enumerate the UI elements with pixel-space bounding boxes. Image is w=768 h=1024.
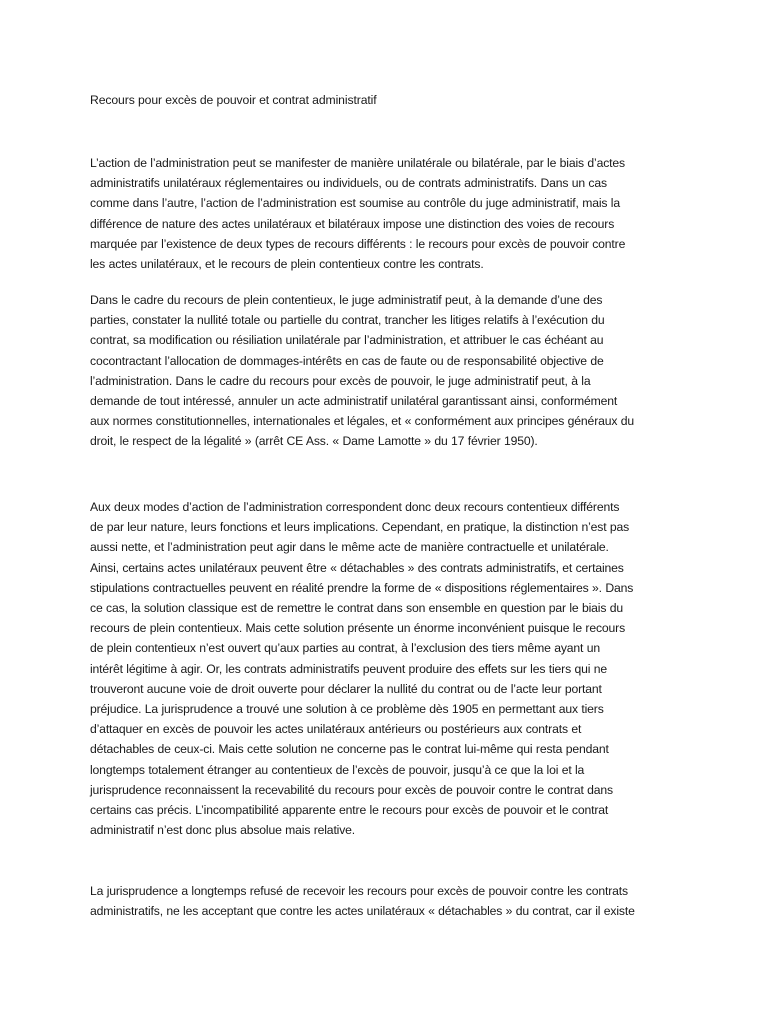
- text-line: longtemps totalement étranger au contentieux de l’excès de pouvoir, jusqu’à ce que la loi et la: [90, 762, 585, 777]
- text-line: contrat, sa modification ou résiliation unilatérale par l’administration, et attribuer le cas échéant au: [90, 333, 604, 348]
- text-line: cocontractant l’allocation de dommages-intérêts en cas de faute ou de responsabilité objective de: [90, 353, 604, 368]
- text-line: trouveront aucune voie de droit ouverte pour déclarer la nullité du contrat ou de l’acte leur portant: [90, 681, 602, 696]
- text-line: droit, le respect de la légalité » (arrêt CE Ass. « Dame Lamotte » du 17 février 1950).: [90, 434, 538, 449]
- text-line: aussi nette, et l’administration peut agir dans le même acte de manière contractuelle et unilatérale.: [90, 540, 609, 555]
- paragraph-1: [90, 153, 688, 274]
- text-line: aux normes constitutionnelles, internationales et légales, et « conformément aux principes généraux du: [90, 414, 634, 429]
- paragraph-2: [90, 290, 688, 452]
- text-line: Aux deux modes d’action de l’administration correspondent donc deux recours contentieux différents: [90, 500, 620, 514]
- text-line: certains cas précis. L’incompatibilité apparente entre le recours pour excès de pouvoir et le contrat: [90, 803, 609, 818]
- text-line: de plein contentieux n’est ouvert qu’aux parties au contrat, à l’exclusion des tiers même ayant un: [90, 641, 600, 656]
- text-line: administratifs, ne les acceptant que contre les actes unilatéraux « détachables » du contrat, car il existe: [90, 904, 635, 919]
- text-line: détachables de ceux-ci. Mais cette solution ne concerne pas le contrat lui-même qui resta pendant: [90, 742, 609, 757]
- text-line: jurisprudence reconnaissent la recevabilité du recours pour excès de pouvoir contre le contrat dans: [90, 782, 613, 797]
- text-line: parties, constater la nullité totale ou partielle du contrat, trancher les litiges relatifs à l’exécution du: [90, 313, 605, 328]
- text-line: les actes unilatéraux, et le recours de plein contentieux contre les contrats.: [90, 257, 484, 272]
- text-line: Ainsi, certains actes unilatéraux peuvent être « détachables » des contrats administratifs, et certaines: [90, 560, 624, 575]
- text-line: stipulations contractuelles peuvent en réalité prendre la forme de « dispositions réglementaires ». Dans: [90, 580, 634, 595]
- text-line: administratifs unilatéraux réglementaires ou individuels, ou de contrats administratifs. Dans un cas: [90, 176, 607, 191]
- text-line: de par leur nature, leurs fonctions et leurs implications. Cependant, en pratique, la distinction n’est pas: [90, 520, 630, 535]
- paragraph-4: [90, 881, 688, 921]
- text-line: L’action de l’administration peut se manifester de manière unilatérale ou bilatérale, par le biais d’actes: [90, 156, 625, 170]
- text-line: Dans le cadre du recours de plein contentieux, le juge administratif peut, à la demande d’une des: [90, 293, 603, 307]
- text-line: intérêt légitime à agir. Or, les contrats administratifs peuvent produire des effets sur les tiers qui ne: [90, 661, 607, 676]
- text-line: demande de tout intéressé, annuler un acte administratif unilatéral garantissant ainsi, conformément: [90, 394, 618, 409]
- text-line: La jurisprudence a longtemps refusé de recevoir les recours pour excès de pouvoir contre les contrats: [90, 884, 628, 898]
- paragraph-3: [90, 497, 688, 840]
- text-line: marquée par l’existence de deux types de recours différents : le recours pour excès de pouvoir contre: [90, 236, 626, 251]
- text-line: comme dans l’autre, l’action de l’administration est soumise au contrôle du juge administratif, mais la: [90, 196, 620, 211]
- text-line: l’administration. Dans le cadre du recours pour excès de pouvoir, le juge administratif peut, à la: [90, 373, 591, 388]
- text-line: différence de nature des actes unilatéraux et bilatéraux impose une distinction des voies de recours: [90, 216, 615, 231]
- text-line: d’attaquer en excès de pouvoir les actes unilatéraux antérieurs ou postérieurs aux contrats et: [90, 722, 582, 737]
- document-title: Recours pour excès de pouvoir et contrat administratif: [90, 93, 377, 107]
- text-line: recours de plein contentieux. Mais cette solution présente un énorme inconvénient puisque le recours: [90, 621, 626, 636]
- text-line: administratif n’est donc plus absolue mais relative.: [90, 823, 356, 838]
- text-line: préjudice. La jurisprudence a trouvé une solution à ce problème dès 1905 en permettant aux tiers: [90, 702, 604, 717]
- text-line: ce cas, la solution classique est de remettre le contrat dans son ensemble en question par le biais du: [90, 601, 623, 616]
